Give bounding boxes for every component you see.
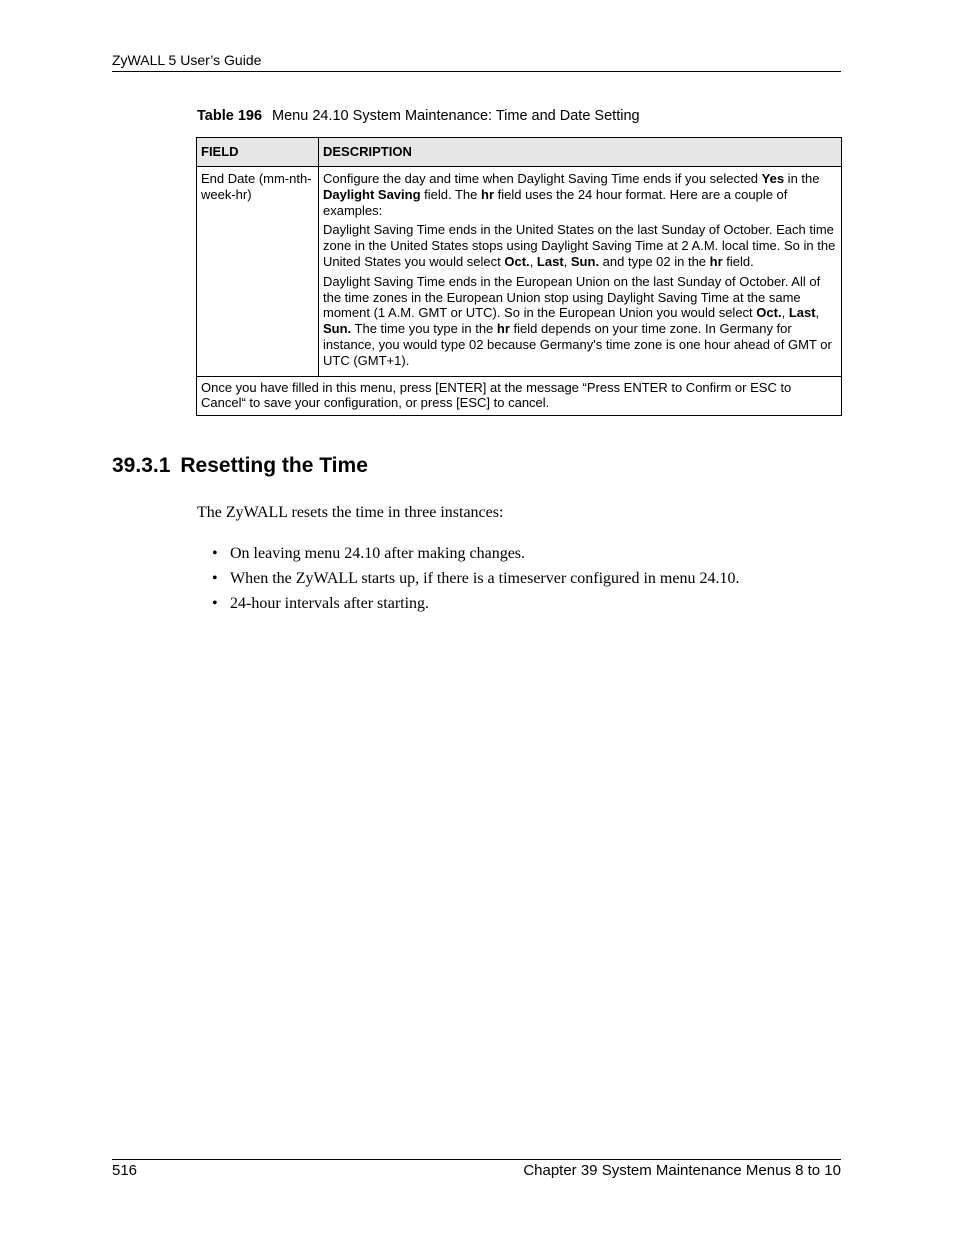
table-note-row	[197, 376, 842, 416]
list-item-text: 24-hour intervals after starting.	[230, 595, 430, 612]
list-item	[210, 570, 739, 595]
bullet-list	[210, 545, 739, 620]
text-run: field. The	[420, 186, 481, 202]
list-item	[210, 545, 739, 570]
column-header-description: DESCRIPTION	[319, 138, 842, 167]
bold-term: Sun.	[570, 253, 600, 269]
table-row	[197, 167, 842, 377]
bold-term: hr	[496, 321, 510, 337]
list-item-text: When the ZyWALL starts up, if there is a timeserver configured in menu 24.10.	[230, 570, 740, 587]
description-paragraph	[323, 222, 837, 269]
bold-term: Sun.	[323, 321, 352, 337]
field-cell: End Date (mm-nth-week-hr)	[197, 167, 319, 377]
bold-term: Last	[536, 253, 564, 269]
table-note: Once you have filled in this menu, press [ENTER] at the message “Press ENTER to Confirm or ESC to Cancel“ to save your configuration, or press [ESC] to cancel.	[197, 376, 842, 416]
bold-term: hr	[709, 253, 723, 269]
text-run: Daylight Saving Time ends in the United States on the last Sunday of October. Each time zone in the United States stops using Daylight Saving Time at 2 A.M. local time. So in the United States you would select	[323, 222, 836, 269]
column-header-field: FIELD	[197, 138, 319, 167]
bullet-icon: •	[212, 545, 218, 562]
table-header-row	[197, 138, 842, 167]
bold-term: Oct.	[504, 253, 530, 269]
table-number: Table 196	[197, 108, 263, 124]
settings-table	[196, 137, 842, 416]
footer-rule	[112, 1159, 841, 1160]
bold-term: Last	[788, 305, 816, 321]
list-item-text: On leaving menu 24.10 after making changes.	[230, 545, 526, 562]
bold-term: Yes	[761, 171, 785, 186]
intro-paragraph: The ZyWALL resets the time in three instances:	[197, 504, 504, 521]
text-run: field.	[722, 253, 754, 269]
bold-term: Daylight Saving	[323, 186, 421, 202]
description-paragraph	[323, 274, 837, 369]
bold-term: Oct.	[756, 305, 782, 321]
page-number: 516	[112, 1162, 138, 1179]
list-item	[210, 595, 739, 620]
text-run: ,	[529, 253, 537, 269]
running-header: ZyWALL 5 User’s Guide	[112, 52, 262, 68]
bullet-icon: •	[212, 595, 218, 612]
bullet-icon: •	[212, 570, 218, 587]
table-title: Menu 24.10 System Maintenance: Time and Date Setting	[272, 108, 640, 124]
text-run: ,	[815, 305, 820, 321]
text-run: field depends on your time zone. In Germany for instance, you would type 02 because Germany's time zone is one hour ahead of GMT or UTC (GMT+1).	[323, 321, 832, 368]
header-rule	[112, 71, 841, 72]
text-run: in the	[784, 171, 820, 186]
section-title: Resetting the Time	[180, 454, 368, 477]
text-run: ,	[563, 253, 571, 269]
table-caption	[197, 108, 640, 124]
text-run: Configure the day and time when Daylight Saving Time ends if you selected	[323, 171, 762, 186]
description-paragraph	[323, 171, 837, 218]
text-run: ,	[781, 305, 789, 321]
section-heading	[112, 454, 368, 478]
text-run: The time you type in the	[351, 321, 497, 337]
section-number: 39.3.1	[112, 454, 171, 477]
text-run: Daylight Saving Time ends in the European Union on the last Sunday of October. All of the time zones in the European Union stop using Daylight Saving Time at the same moment (1 A.M. GMT or UTC). So in the European Union you would select	[323, 273, 821, 321]
description-cell	[319, 167, 842, 377]
text-run: and type 02 in the	[599, 253, 710, 269]
bold-term: hr	[481, 186, 494, 202]
chapter-title: Chapter 39 System Maintenance Menus 8 to 10	[523, 1162, 841, 1179]
text-run: field uses the 24 hour format. Here are a couple of examples:	[323, 186, 788, 218]
